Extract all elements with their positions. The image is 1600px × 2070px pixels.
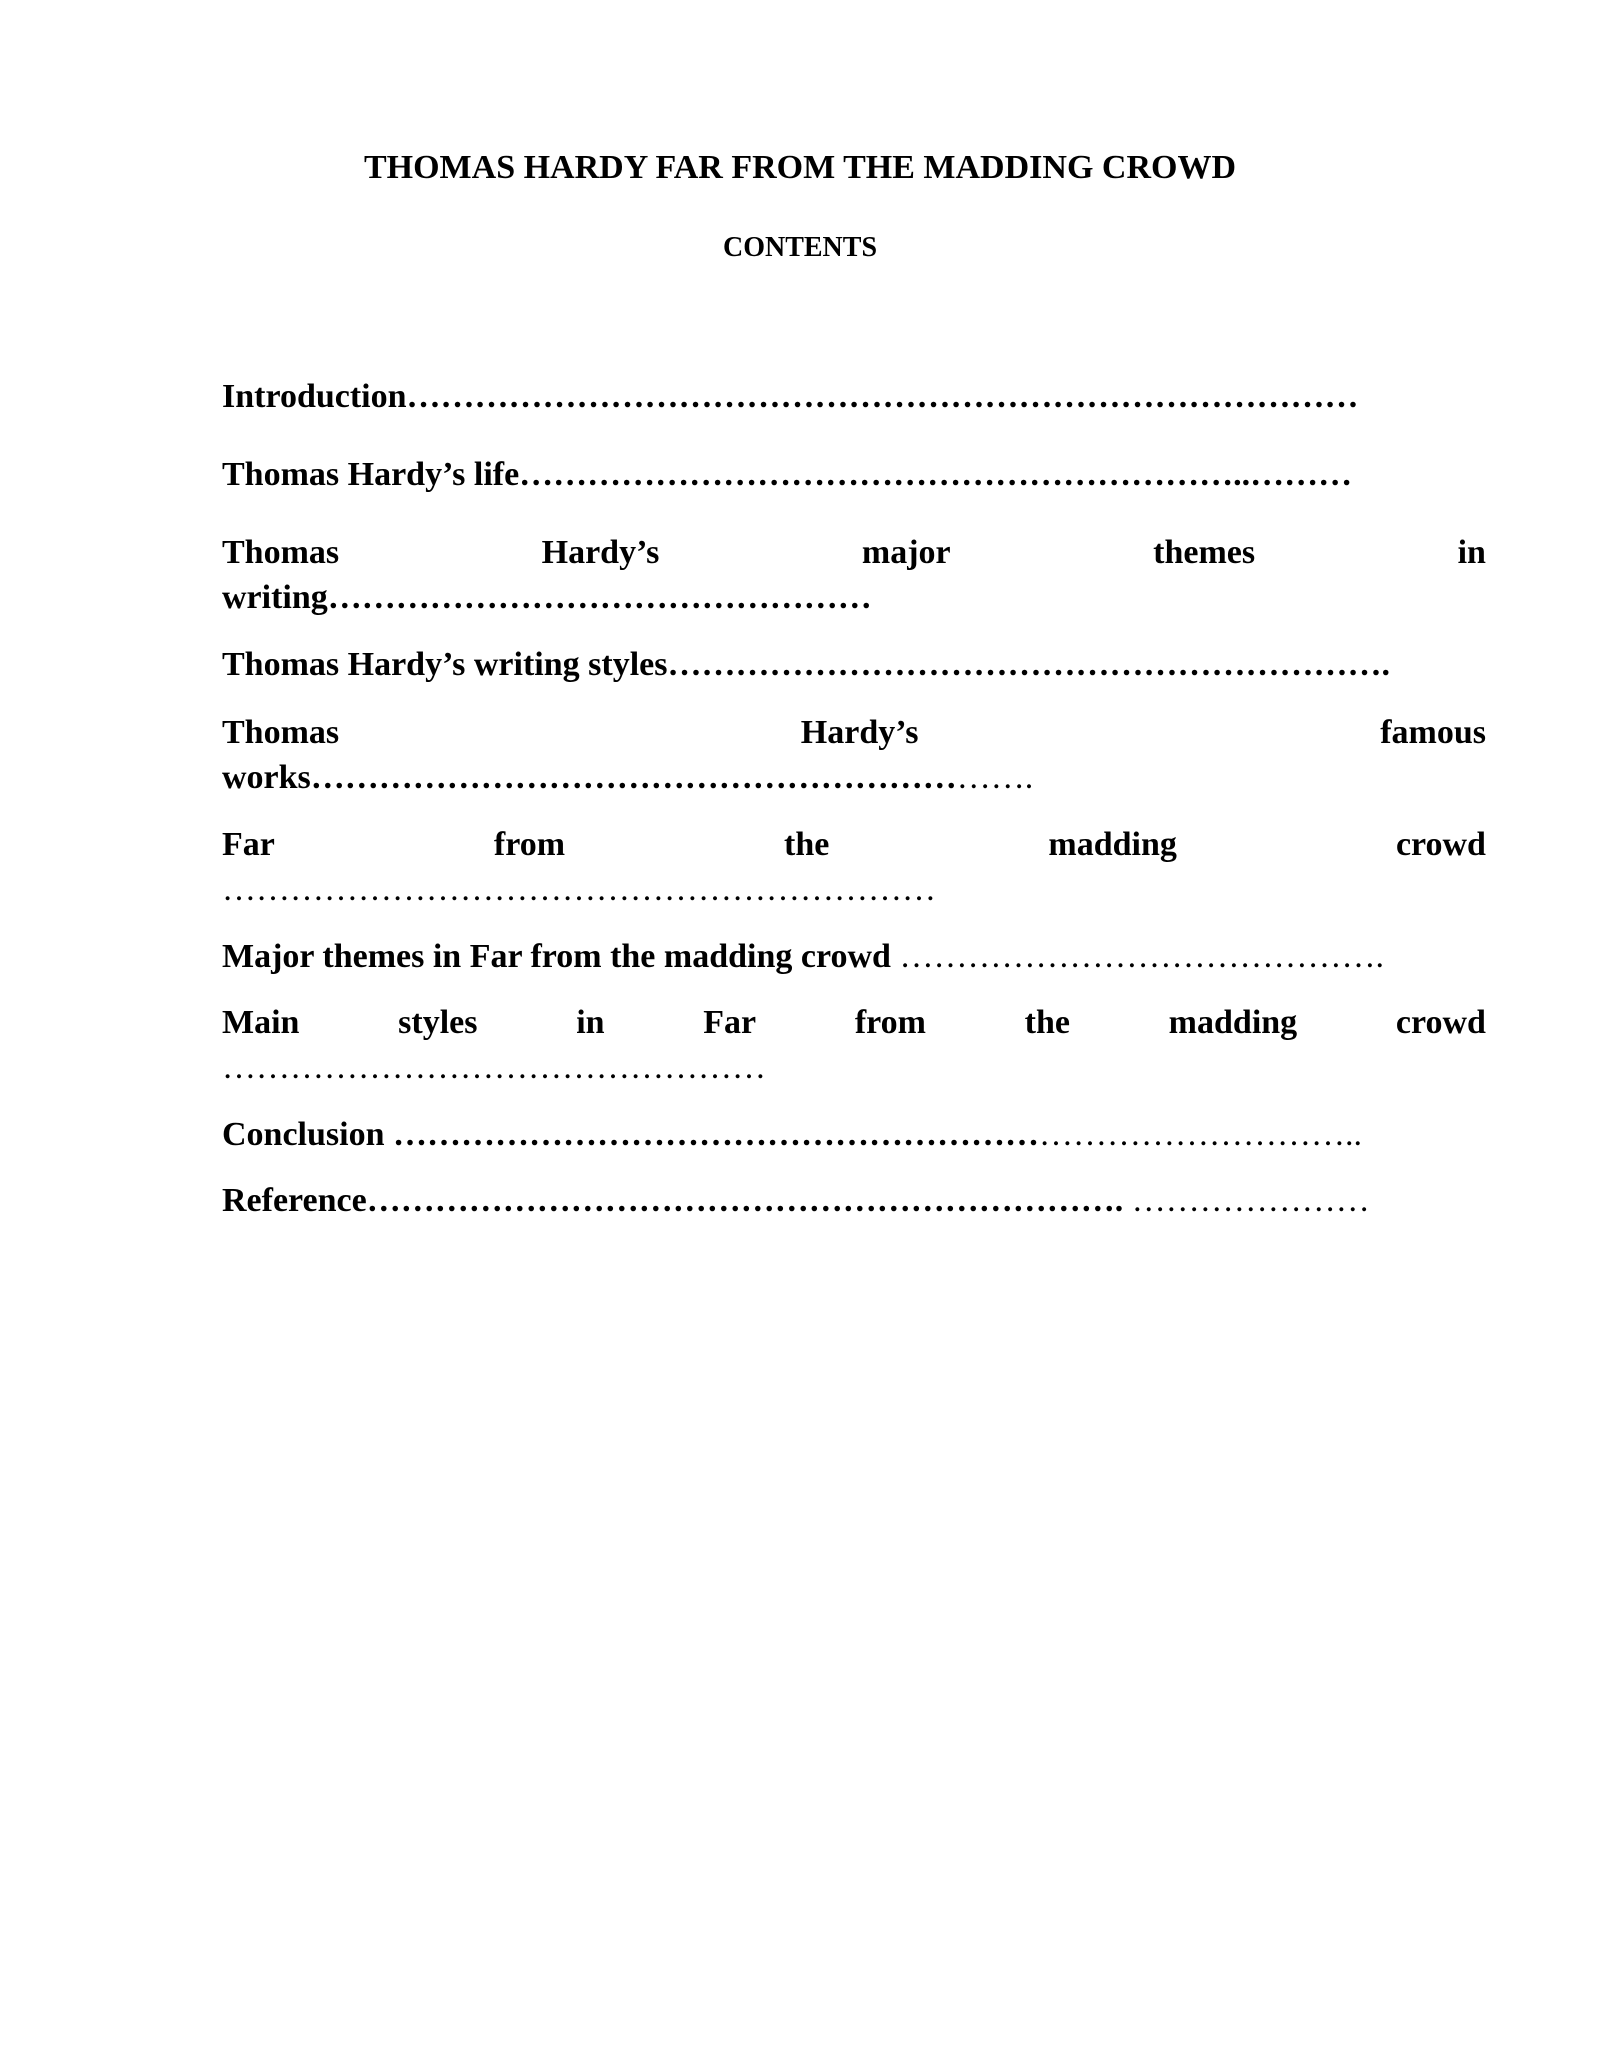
toc-word: Far (703, 1004, 757, 1041)
toc-word: the (1024, 1004, 1070, 1041)
toc-word: famous (1380, 714, 1486, 751)
toc-continuation-bold: works………………………………………………… (222, 759, 957, 796)
toc-label-bold: Major themes in Far from the madding crowd (222, 938, 900, 975)
toc-continuation-light: ……. (956, 759, 1034, 796)
toc-entry-major-themes (222, 934, 1486, 979)
toc-entry-famous-works (222, 710, 1486, 800)
toc-entry-life (222, 452, 1486, 497)
toc-entry-continuation: writing………………………………………… (222, 579, 872, 616)
toc-entry-writing-styles (222, 642, 1486, 687)
toc-label-bold: Reference…………………………………………………………. (222, 1182, 1132, 1219)
toc-word: the (784, 826, 830, 863)
toc-word: styles (398, 1004, 478, 1041)
toc-entry-continuation: ………………………………………… (222, 1049, 766, 1086)
toc-word: madding (1168, 1004, 1298, 1041)
toc-entry-main-styles (222, 1000, 1486, 1090)
toc-entry-reference (222, 1178, 1486, 1223)
toc-entry-justified-line (222, 1000, 1486, 1045)
contents-heading: CONTENTS (722, 232, 878, 263)
toc-word: madding (1048, 826, 1177, 863)
toc-entry-themes (222, 530, 1486, 620)
toc-word: Far (222, 826, 275, 863)
toc-word: Hardy’s (800, 714, 919, 751)
toc-word: in (1457, 534, 1486, 571)
toc-word: crowd (1395, 1004, 1486, 1041)
toc-word: crowd (1395, 826, 1486, 863)
toc-entry-label: Thomas Hardy’s life………………………………………………………..……… (222, 456, 1353, 493)
toc-label-light: ………………… (1131, 1182, 1370, 1219)
toc-entry-continuation: ……………………………………………………… (222, 871, 936, 908)
toc-entry-label: Introduction………………………………………………………………………… (222, 378, 1359, 415)
toc-word: themes (1153, 534, 1256, 571)
toc-word: from (493, 826, 566, 863)
toc-word: major (861, 534, 951, 571)
toc-word: Hardy’s (541, 534, 660, 571)
toc-entry-label (222, 934, 1486, 979)
toc-entry-label: Thomas Hardy’s writing styles………………………………………………………. (222, 646, 1390, 683)
toc-label-bold: Conclusion ………………………………………………… (222, 1116, 1039, 1153)
toc-entry-label (222, 1178, 1486, 1223)
toc-entry-label (222, 1112, 1486, 1157)
document-title: THOMAS HARDY FAR FROM THE MADDING CROWD (363, 149, 1236, 186)
toc-entry-justified-line (222, 530, 1486, 575)
toc-entry-far-from-madding-crowd (222, 822, 1486, 912)
toc-entry-justified-line (222, 822, 1486, 867)
toc-word: Main (222, 1004, 300, 1041)
toc-word: Thomas (222, 534, 340, 571)
toc-entry-conclusion (222, 1112, 1486, 1157)
toc-word: from (854, 1004, 926, 1041)
toc-entry-justified-line (222, 710, 1486, 755)
toc-entry-continuation (222, 755, 1486, 800)
toc-entry-introduction (222, 374, 1486, 419)
toc-word: in (576, 1004, 605, 1041)
toc-word: Thomas (222, 714, 340, 751)
toc-label-light: ……………………………………. (899, 938, 1384, 975)
toc-label-light: ……………………….. (1039, 1116, 1362, 1153)
